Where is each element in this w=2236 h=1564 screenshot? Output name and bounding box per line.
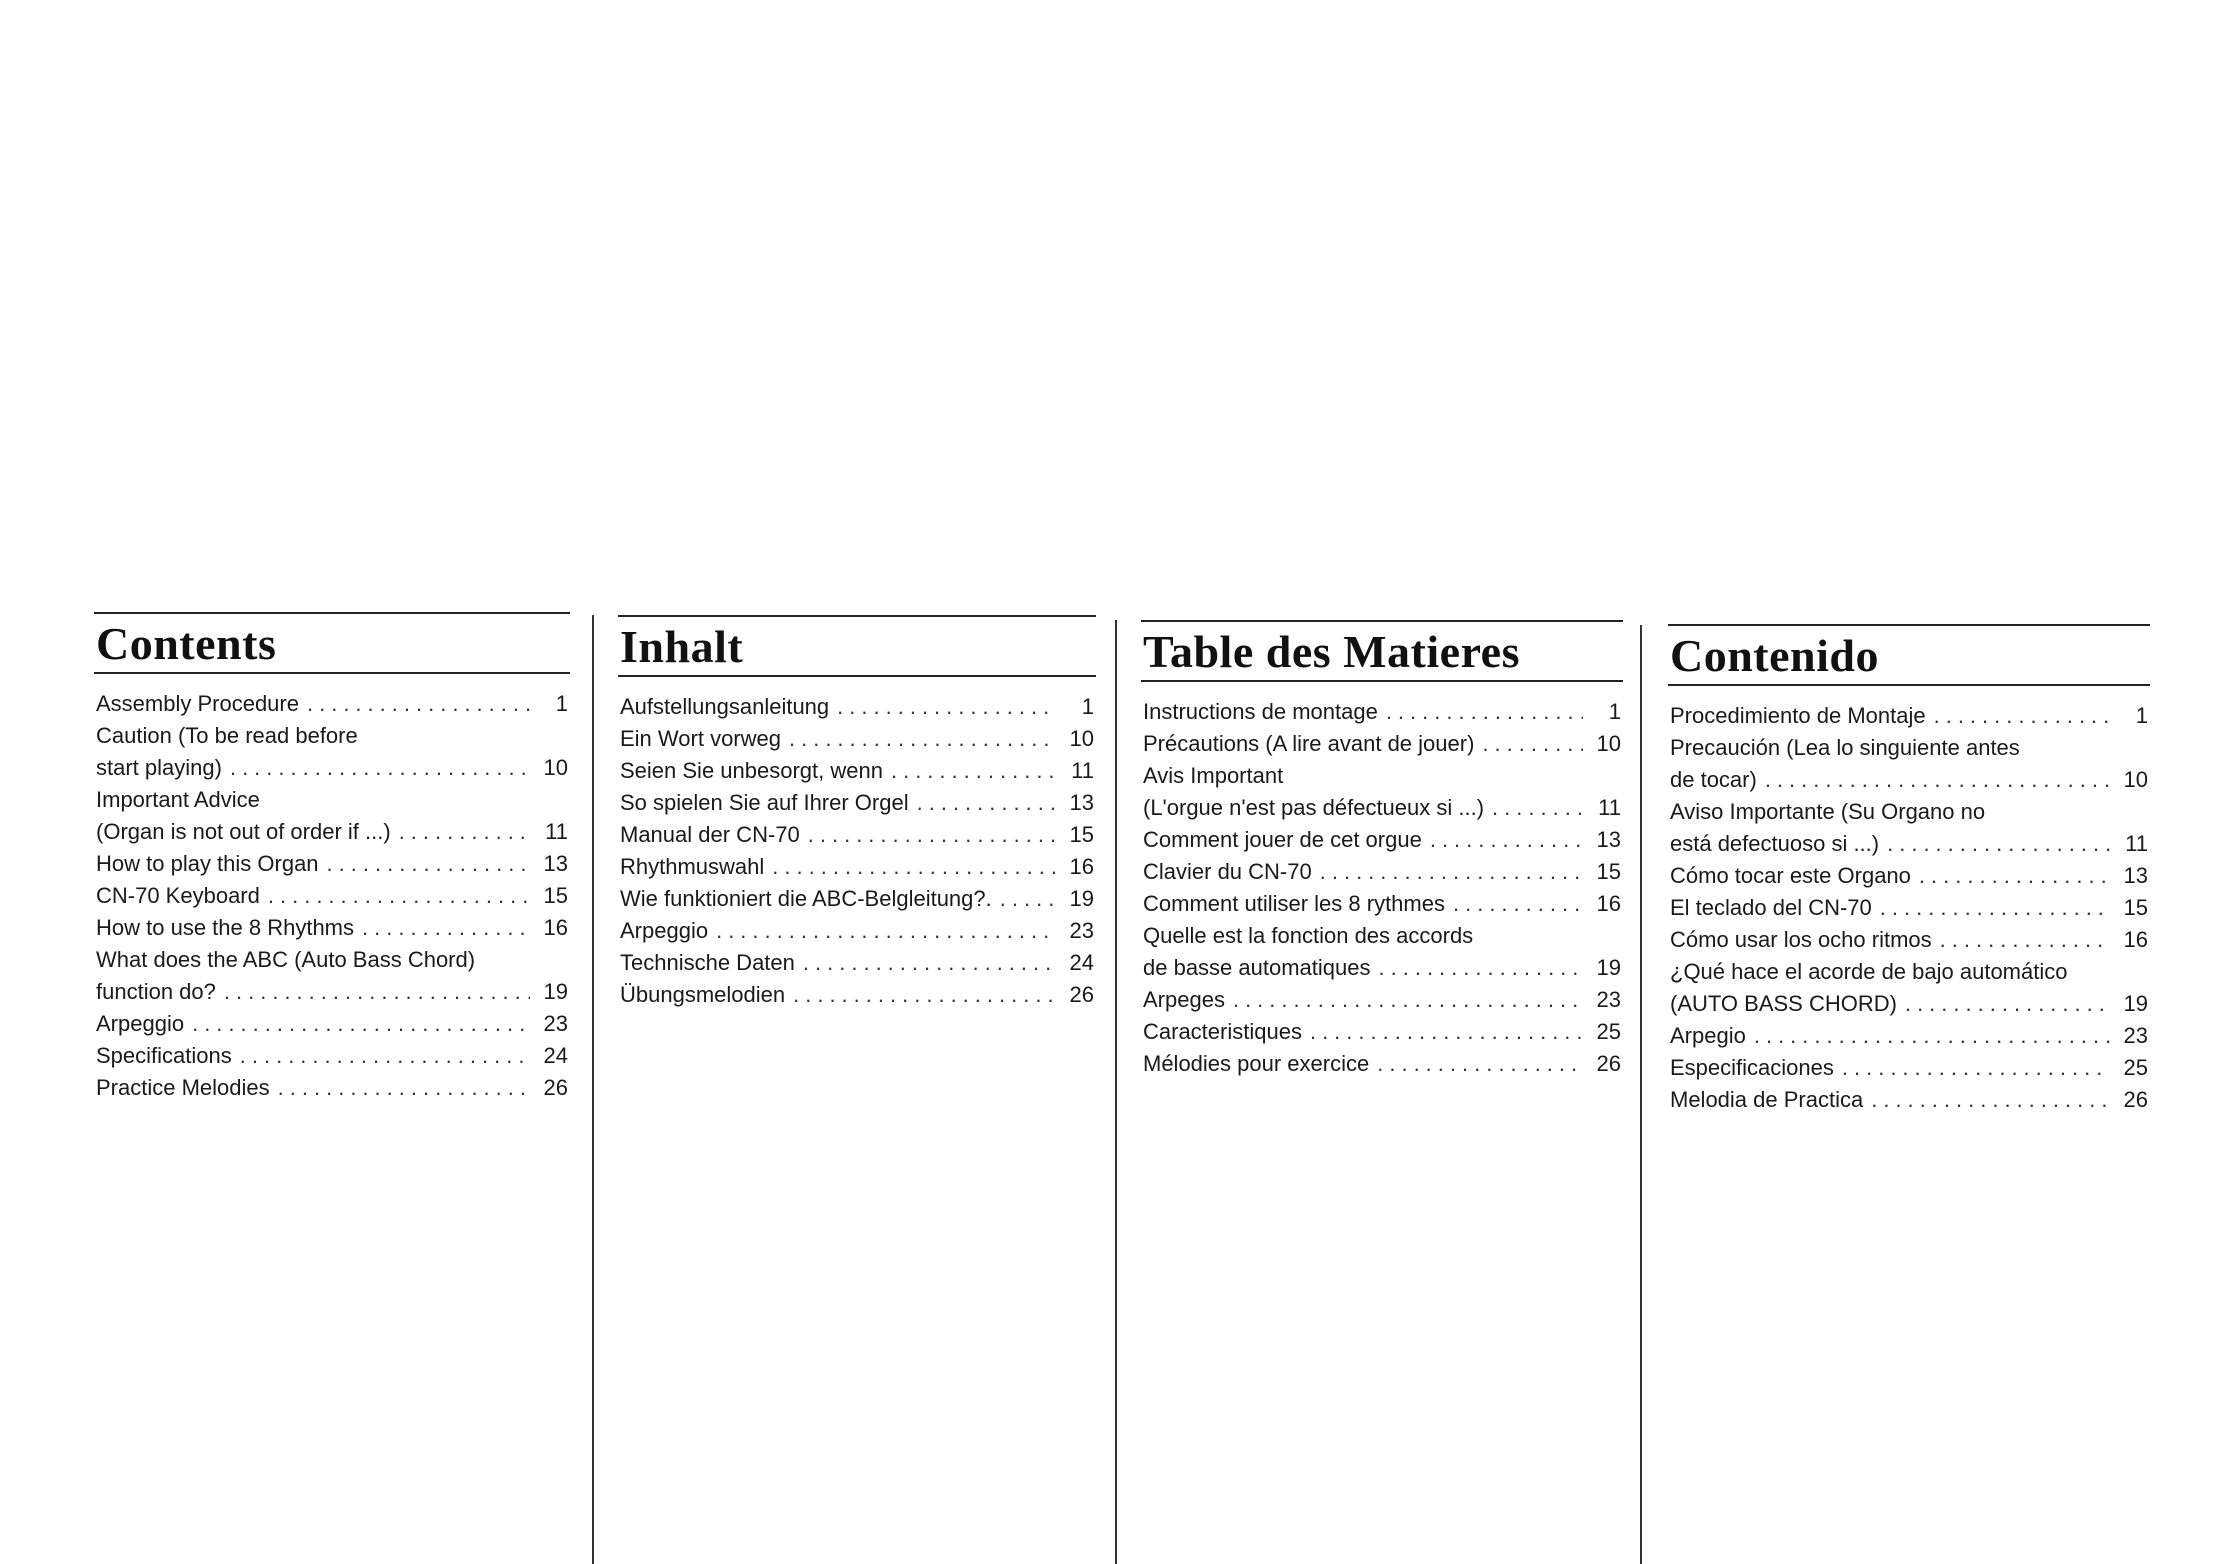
toc-entry-label: (Organ is not out of order if ...) bbox=[96, 819, 391, 844]
dot-leader bbox=[1871, 1084, 2110, 1116]
toc-entry-label: Cómo tocar este Organo bbox=[1670, 863, 1911, 888]
toc-entry bbox=[1141, 696, 1623, 728]
dot-leader bbox=[1310, 1016, 1583, 1048]
toc-entry-label: (AUTO BASS CHORD) bbox=[1670, 991, 1897, 1016]
toc-list bbox=[1668, 700, 2150, 1116]
dot-leader bbox=[1492, 792, 1583, 824]
toc-entry-page: 10 bbox=[1596, 731, 1621, 756]
toc-entry-page: 11 bbox=[545, 819, 568, 844]
toc-entry-page: 26 bbox=[543, 1075, 568, 1100]
dot-leader bbox=[1765, 764, 2110, 796]
toc-entry-page: 11 bbox=[1598, 795, 1621, 820]
toc-entry-label: Arpeges bbox=[1143, 987, 1225, 1012]
dot-leader bbox=[1934, 700, 2110, 732]
toc-entry-page: 13 bbox=[1069, 790, 1094, 815]
title-rule-bottom bbox=[618, 675, 1096, 677]
toc-entry-label: Procedimiento de Montaje bbox=[1670, 703, 1926, 728]
toc-entry-label: Comment jouer de cet orgue bbox=[1143, 827, 1422, 852]
toc-entry bbox=[1141, 824, 1623, 856]
toc-entry bbox=[94, 816, 570, 848]
toc-entry-label: Technische Daten bbox=[620, 950, 795, 975]
dot-leader bbox=[399, 816, 530, 848]
dot-leader bbox=[808, 819, 1056, 851]
toc-entry bbox=[94, 1072, 570, 1104]
column-title: Table des Matieres bbox=[1143, 626, 1520, 677]
dot-leader bbox=[789, 723, 1056, 755]
toc-entry-label: de tocar) bbox=[1670, 767, 1757, 792]
dot-leader bbox=[917, 787, 1056, 819]
toc-entry-label: What does the ABC (Auto Bass Chord) bbox=[96, 947, 476, 972]
title-rule-top bbox=[1141, 620, 1623, 622]
toc-entry bbox=[1141, 792, 1623, 824]
toc-entry bbox=[1141, 920, 1623, 952]
dot-leader bbox=[230, 752, 530, 784]
column-divider-2 bbox=[1115, 620, 1117, 1564]
toc-entry-label: CN-70 Keyboard bbox=[96, 883, 260, 908]
toc-column-english bbox=[94, 612, 570, 1104]
toc-entry-page: 26 bbox=[1069, 982, 1094, 1007]
toc-entry-label: Precaución (Lea lo singuiente antes bbox=[1670, 735, 2020, 760]
toc-entry-page: 15 bbox=[1596, 859, 1621, 884]
toc-entry bbox=[1668, 796, 2150, 828]
toc-entry-page: 15 bbox=[543, 883, 568, 908]
toc-entry-label: Caracteristiques bbox=[1143, 1019, 1302, 1044]
toc-entry bbox=[1668, 956, 2150, 988]
toc-list bbox=[94, 688, 570, 1104]
toc-entry-page: 26 bbox=[2123, 1087, 2148, 1112]
toc-entry-page: 10 bbox=[2123, 767, 2148, 792]
toc-entry-label: Specifications bbox=[96, 1043, 232, 1068]
toc-entry bbox=[1668, 860, 2150, 892]
toc-entry bbox=[94, 720, 570, 752]
toc-entry-label: Mélodies pour exercice bbox=[1143, 1051, 1370, 1076]
toc-entry bbox=[94, 944, 570, 976]
dot-leader bbox=[362, 912, 530, 944]
toc-entry bbox=[1141, 888, 1623, 920]
dot-leader bbox=[1905, 988, 2110, 1020]
toc-entry bbox=[1141, 952, 1623, 984]
toc-entry bbox=[1668, 924, 2150, 956]
column-divider-1 bbox=[592, 615, 594, 1564]
toc-entry-label: El teclado del CN-70 bbox=[1670, 895, 1872, 920]
column-divider-3 bbox=[1640, 625, 1642, 1564]
toc-entry-page: 19 bbox=[2123, 991, 2148, 1016]
column-title: Contents bbox=[96, 618, 277, 669]
toc-entry-page: 19 bbox=[1596, 955, 1621, 980]
toc-entry-page: 23 bbox=[1069, 918, 1094, 943]
toc-entry-label: Melodia de Practica bbox=[1670, 1087, 1864, 1112]
toc-entry-page: 26 bbox=[1596, 1051, 1621, 1076]
dot-leader bbox=[1754, 1020, 2110, 1052]
title-rule-top bbox=[94, 612, 570, 614]
dot-leader bbox=[224, 976, 530, 1008]
toc-entry bbox=[1141, 760, 1623, 792]
column-title: Inhalt bbox=[620, 621, 744, 672]
toc-entry-page: 15 bbox=[2123, 895, 2148, 920]
dot-leader bbox=[793, 979, 1056, 1011]
toc-entry-page: 23 bbox=[1596, 987, 1621, 1012]
toc-entry bbox=[1668, 1020, 2150, 1052]
title-rule-bottom bbox=[94, 672, 570, 674]
toc-entry bbox=[94, 848, 570, 880]
toc-entry-page: 25 bbox=[2123, 1055, 2148, 1080]
toc-entry bbox=[1141, 728, 1623, 760]
toc-column-german bbox=[618, 615, 1096, 1011]
toc-entry-label: Important Advice bbox=[96, 787, 260, 812]
toc-entry-page: 1 bbox=[1608, 699, 1621, 724]
toc-entry bbox=[618, 787, 1096, 819]
dot-leader bbox=[1482, 728, 1583, 760]
toc-entry-page: 24 bbox=[543, 1043, 568, 1068]
toc-entry bbox=[1668, 732, 2150, 764]
toc-column-french bbox=[1141, 620, 1623, 1080]
toc-entry-page: 23 bbox=[543, 1011, 568, 1036]
toc-entry-page: 19 bbox=[543, 979, 568, 1004]
toc-entry bbox=[94, 912, 570, 944]
toc-entry bbox=[1141, 1048, 1623, 1080]
toc-entry-page: 10 bbox=[543, 755, 568, 780]
toc-entry-label: Especificaciones bbox=[1670, 1055, 1834, 1080]
toc-entry-label: Aufstellungsanleitung bbox=[620, 694, 830, 719]
title-rule-top bbox=[1668, 624, 2150, 626]
dot-leader bbox=[1386, 696, 1583, 728]
toc-entry bbox=[1668, 892, 2150, 924]
toc-entry bbox=[94, 752, 570, 784]
dot-leader bbox=[1430, 824, 1583, 856]
toc-entry-label: Übungsmelodien bbox=[620, 982, 786, 1007]
toc-entry bbox=[1668, 988, 2150, 1020]
toc-entry bbox=[1668, 1084, 2150, 1116]
dot-leader bbox=[716, 915, 1056, 947]
toc-entry-page: 16 bbox=[543, 915, 568, 940]
toc-entry-page: 23 bbox=[2123, 1023, 2148, 1048]
toc-entry-label: Arpeggio bbox=[620, 918, 709, 943]
toc-entry bbox=[94, 784, 570, 816]
toc-entry bbox=[1668, 764, 2150, 796]
toc-entry-label: Arpegio bbox=[1670, 1023, 1746, 1048]
toc-entry-label: está defectuoso si ...) bbox=[1670, 831, 1880, 856]
toc-entry bbox=[618, 819, 1096, 851]
toc-entry-label: Instructions de montage bbox=[1143, 699, 1378, 724]
toc-entry bbox=[94, 976, 570, 1008]
toc-entry-label: Caution (To be read before bbox=[96, 723, 358, 748]
toc-entry bbox=[1668, 700, 2150, 732]
toc-entry bbox=[1668, 828, 2150, 860]
toc-entry-page: 16 bbox=[1069, 854, 1094, 879]
title-rule-bottom bbox=[1668, 684, 2150, 686]
dot-leader bbox=[772, 851, 1056, 883]
toc-entry bbox=[1668, 1052, 2150, 1084]
toc-entry-label: (L'orgue n'est pas défectueux si ...) bbox=[1143, 795, 1485, 820]
toc-entry bbox=[1141, 984, 1623, 1016]
toc-entry-label: So spielen Sie auf Ihrer Orgel bbox=[620, 790, 909, 815]
toc-entry-page: 16 bbox=[1596, 891, 1621, 916]
toc-entry bbox=[618, 851, 1096, 883]
toc-entry-page: 16 bbox=[2123, 927, 2148, 952]
dot-leader bbox=[268, 880, 530, 912]
toc-entry-page: 24 bbox=[1069, 950, 1094, 975]
dot-leader bbox=[240, 1040, 530, 1072]
dot-leader bbox=[1000, 883, 1056, 915]
toc-entry-label: Assembly Procedure bbox=[96, 691, 299, 716]
toc-list bbox=[618, 691, 1096, 1011]
dot-leader bbox=[1880, 892, 2110, 924]
toc-entry-label: Arpeggio bbox=[96, 1011, 185, 1036]
toc-entry-label: function do? bbox=[96, 979, 216, 1004]
title-rule-bottom bbox=[1141, 680, 1623, 682]
toc-entry-label: Clavier du CN-70 bbox=[1143, 859, 1312, 884]
title-rule-top bbox=[618, 615, 1096, 617]
toc-entry-label: Avis Important bbox=[1143, 763, 1284, 788]
toc-entry bbox=[618, 883, 1096, 915]
toc-entry bbox=[94, 1040, 570, 1072]
toc-entry-page: 13 bbox=[2123, 863, 2148, 888]
dot-leader bbox=[803, 947, 1056, 979]
toc-column-spanish bbox=[1668, 624, 2150, 1116]
toc-entry bbox=[618, 915, 1096, 947]
toc-entry bbox=[94, 1008, 570, 1040]
toc-entry-label: Cómo usar los ocho ritmos bbox=[1670, 927, 1932, 952]
toc-entry-label: Manual der CN-70 bbox=[620, 822, 800, 847]
dot-leader bbox=[1940, 924, 2110, 956]
dot-leader bbox=[278, 1072, 530, 1104]
toc-entry-label: Rhythmuswahl bbox=[620, 854, 765, 879]
toc-entry-page: 13 bbox=[1596, 827, 1621, 852]
dot-leader bbox=[1379, 952, 1584, 984]
dot-leader bbox=[1919, 860, 2110, 892]
toc-entry-label: How to use the 8 Rhythms bbox=[96, 915, 355, 940]
dot-leader bbox=[1377, 1048, 1583, 1080]
toc-entry bbox=[618, 947, 1096, 979]
toc-entry bbox=[1141, 856, 1623, 888]
toc-entry-label: Practice Melodies bbox=[96, 1075, 270, 1100]
toc-entry-page: 10 bbox=[1069, 726, 1094, 751]
column-title: Contenido bbox=[1670, 630, 1879, 681]
toc-entry-page: 13 bbox=[543, 851, 568, 876]
dot-leader bbox=[1453, 888, 1583, 920]
dot-leader bbox=[1233, 984, 1583, 1016]
dot-leader bbox=[1887, 828, 2110, 860]
toc-entry-page: 1 bbox=[2135, 703, 2148, 728]
toc-list bbox=[1141, 696, 1623, 1080]
toc-entry-label: de basse automatiques bbox=[1143, 955, 1371, 980]
toc-entry-page: 25 bbox=[1596, 1019, 1621, 1044]
toc-entry-label: Quelle est la fonction des accords bbox=[1143, 923, 1474, 948]
toc-entry bbox=[618, 979, 1096, 1011]
toc-entry-label: Comment utiliser les 8 rythmes bbox=[1143, 891, 1445, 916]
toc-entry bbox=[618, 755, 1096, 787]
toc-entry-label: start playing) bbox=[96, 755, 222, 780]
toc-entry-label: Précautions (A lire avant de jouer) bbox=[1143, 731, 1475, 756]
dot-leader bbox=[192, 1008, 530, 1040]
toc-entry bbox=[94, 688, 570, 720]
toc-entry bbox=[1141, 1016, 1623, 1048]
toc-entry-label: Wie funktioniert die ABC-Belgleitung?. bbox=[620, 886, 992, 911]
toc-entry-page: 1 bbox=[1081, 694, 1094, 719]
toc-entry bbox=[618, 723, 1096, 755]
dot-leader bbox=[1842, 1052, 2110, 1084]
toc-entry-label: ¿Qué hace el acorde de bajo automático bbox=[1670, 959, 2068, 984]
dot-leader bbox=[327, 848, 530, 880]
dot-leader bbox=[307, 688, 530, 720]
dot-leader bbox=[891, 755, 1056, 787]
toc-entry-label: Aviso Importante (Su Organo no bbox=[1670, 799, 1986, 824]
toc-entry-label: How to play this Organ bbox=[96, 851, 319, 876]
toc-entry-page: 11 bbox=[2125, 831, 2148, 856]
toc-entry-label: Seien Sie unbesorgt, wenn bbox=[620, 758, 883, 783]
dot-leader bbox=[1320, 856, 1583, 888]
toc-entry bbox=[618, 691, 1096, 723]
toc-entry-page: 19 bbox=[1069, 886, 1094, 911]
toc-entry-page: 1 bbox=[555, 691, 568, 716]
toc-entry-page: 11 bbox=[1071, 758, 1094, 783]
dot-leader bbox=[837, 691, 1056, 723]
toc-entry-label: Ein Wort vorweg bbox=[620, 726, 781, 751]
toc-entry bbox=[94, 880, 570, 912]
toc-entry-page: 15 bbox=[1069, 822, 1094, 847]
